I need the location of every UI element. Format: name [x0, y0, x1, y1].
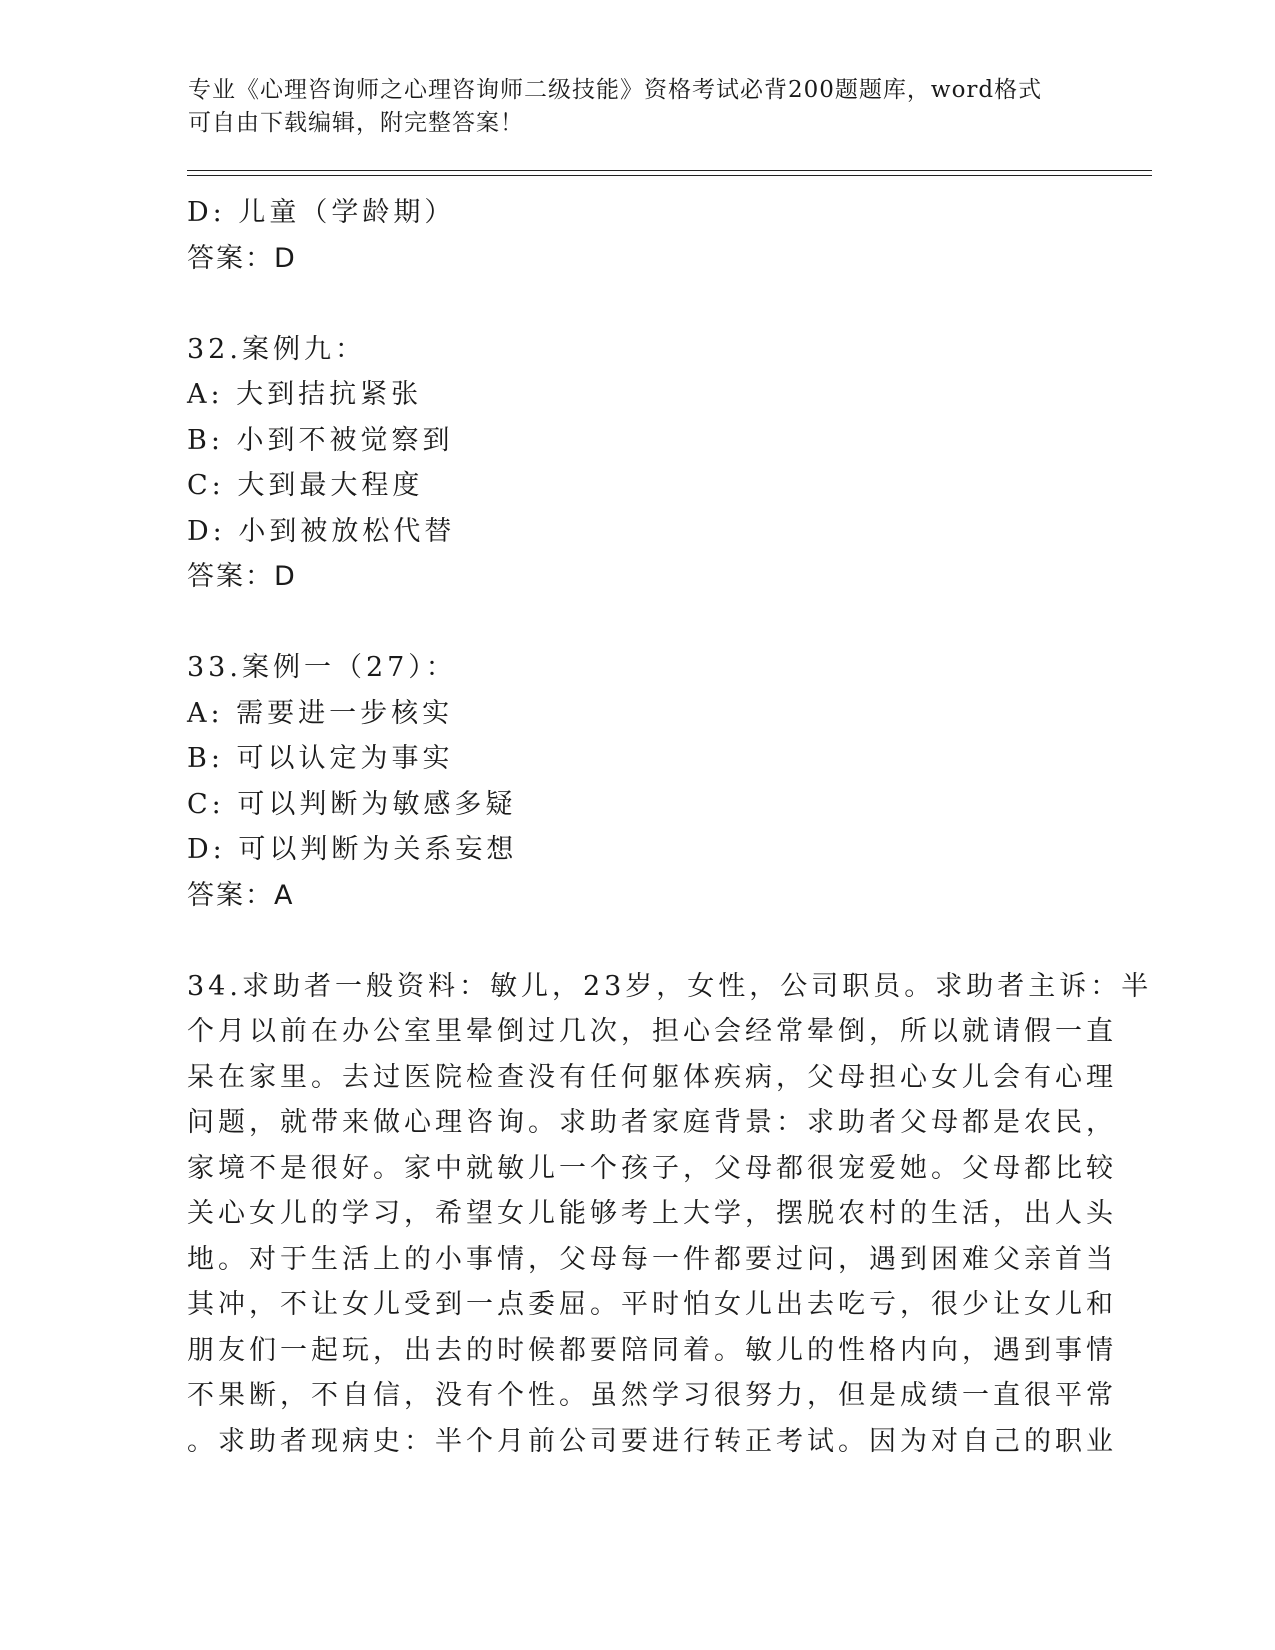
answer: 答案：D [187, 561, 297, 592]
answer: 答案：D [187, 242, 297, 274]
paragraph-line: 关心女儿的学习，希望女儿能够考上大学，摆脱农村的生活，出人头 [187, 1198, 1117, 1229]
paragraph-line: 问题，就带来做心理咨询。求助者家庭背景：求助者父母都是农民， [187, 1107, 1117, 1138]
header-line-2: 可自由下载编辑，附完整答案！ [188, 110, 524, 136]
paragraph-line: 地。对于生活上的小事情，父母每一件都要过问，遇到困难父亲首当 [187, 1243, 1117, 1275]
question-content [187, 190, 1153, 1464]
spacer [187, 600, 1087, 646]
paragraph-line: 其冲，不让女儿受到一点委屈。平时怕女儿出去吃亏，很少让女儿和 [187, 1289, 1117, 1320]
question-34 [187, 964, 1153, 1465]
header-line-1: 专业《心理咨询师之心理咨询师二级技能》资格考试必背200题题库，word格式 [188, 77, 1043, 103]
paragraph-line: 。求助者现病史：半个月前公司要进行转正考试。因为对自己的职业 [187, 1425, 1117, 1457]
spacer [187, 281, 1087, 327]
paragraph-line: 34.求助者一般资料：敏儿，23岁，女性，公司职员。求助者主诉：半 [187, 970, 1153, 1002]
spacer [187, 918, 1087, 964]
paragraph-line: 呆在家里。去过医院检查没有任何躯体疾病，父母担心女儿会有心理 [187, 1061, 1117, 1093]
question-stem: 32.案例九： [187, 333, 366, 365]
option-b: B: 小到不被觉察到 [187, 424, 454, 456]
option-d: D: 可以判断为关系妄想 [187, 834, 518, 865]
answer: 答案：A [187, 879, 295, 911]
paragraph-line: 家境不是很好。家中就敏儿一个孩子，父母都很宠爱她。父母都比较 [187, 1152, 1117, 1184]
paragraph-line: 个月以前在办公室里晕倒过几次，担心会经常晕倒，所以就请假一直 [187, 1016, 1117, 1047]
option-a: A: 需要进一步核实 [187, 697, 454, 729]
question-32 [187, 327, 1087, 600]
question-31-tail [187, 190, 1087, 281]
paragraph-line: 朋友们一起玩，出去的时候都要陪同着。敏儿的性格内向，遇到事情 [187, 1334, 1117, 1366]
option-c: C: 大到最大程度 [187, 470, 424, 501]
header-rule-top [187, 170, 1152, 171]
header-rule-bottom [187, 175, 1152, 176]
option-c: C: 可以判断为敏感多疑 [187, 788, 517, 820]
question-33 [187, 645, 1087, 918]
option-b: B: 可以认定为事实 [187, 743, 454, 774]
document-header [188, 74, 1088, 140]
question-stem: 33.案例一（27）： [187, 652, 457, 683]
option-d: D: 儿童（学龄期） [187, 197, 456, 228]
option-a: A: 大到拮抗紧张 [187, 379, 423, 410]
option-d: D: 小到被放松代替 [187, 515, 456, 547]
paragraph-line: 不果断，不自信，没有个性。虽然学习很努力，但是成绩一直很平常 [187, 1380, 1117, 1411]
